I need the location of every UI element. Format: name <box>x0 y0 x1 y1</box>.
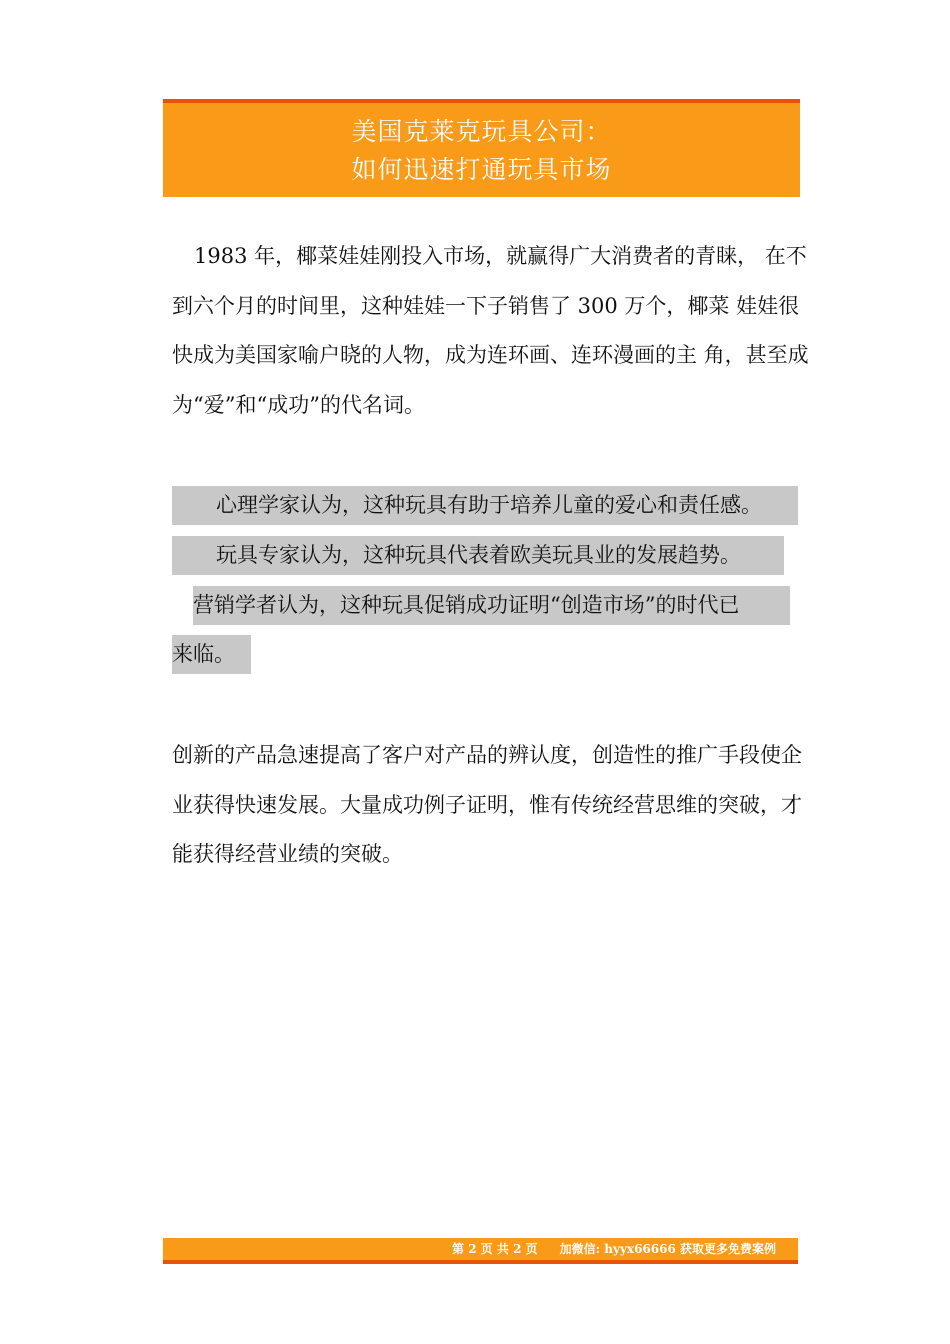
page-number: 第 2 页 共 2 页 <box>452 1242 538 1256</box>
footer-bar <box>163 1238 798 1264</box>
title-banner <box>163 99 800 197</box>
page-title-line-2: 如何迅速打通玩具市场 <box>351 155 612 184</box>
highlight-marketing-line-1: 营销学者认为，这种玩具促销成功证明“创造市场”的时代已 <box>193 586 790 625</box>
conclusion-paragraph: 创新的产品急速提高了客户对产品的辨认度，创造性的推广手段使企业获得快速发展。大量成功例子证明，惟有传统经营思维的突破，才能获得经营业绩的突破。 <box>172 743 802 866</box>
highlight-psychologist: 心理学家认为，这种玩具有助于培养儿童的爱心和责任感。 <box>172 486 798 525</box>
footer-promo: 加微信: hyyx66666 获取更多免费案例 <box>559 1242 776 1256</box>
page-title-line-1: 美国克莱克玩具公司： <box>351 117 612 146</box>
highlight-marketing-line-2: 来临。 <box>172 635 251 674</box>
highlight-toy-expert: 玩具专家认为，这种玩具代表着欧美玩具业的发展趋势。 <box>172 536 784 575</box>
intro-paragraph: 1983 年，椰菜娃娃刚投入市场，就赢得广大消费者的青睐， 在不到六个月的时间里，这种娃娃一下子销售了 300 万个，椰菜 娃娃很快成为美国家喻户晓的人物，成为连环画、连环漫画的主 角，甚至成为“爱”和“成功”的代名词。 <box>172 244 809 417</box>
